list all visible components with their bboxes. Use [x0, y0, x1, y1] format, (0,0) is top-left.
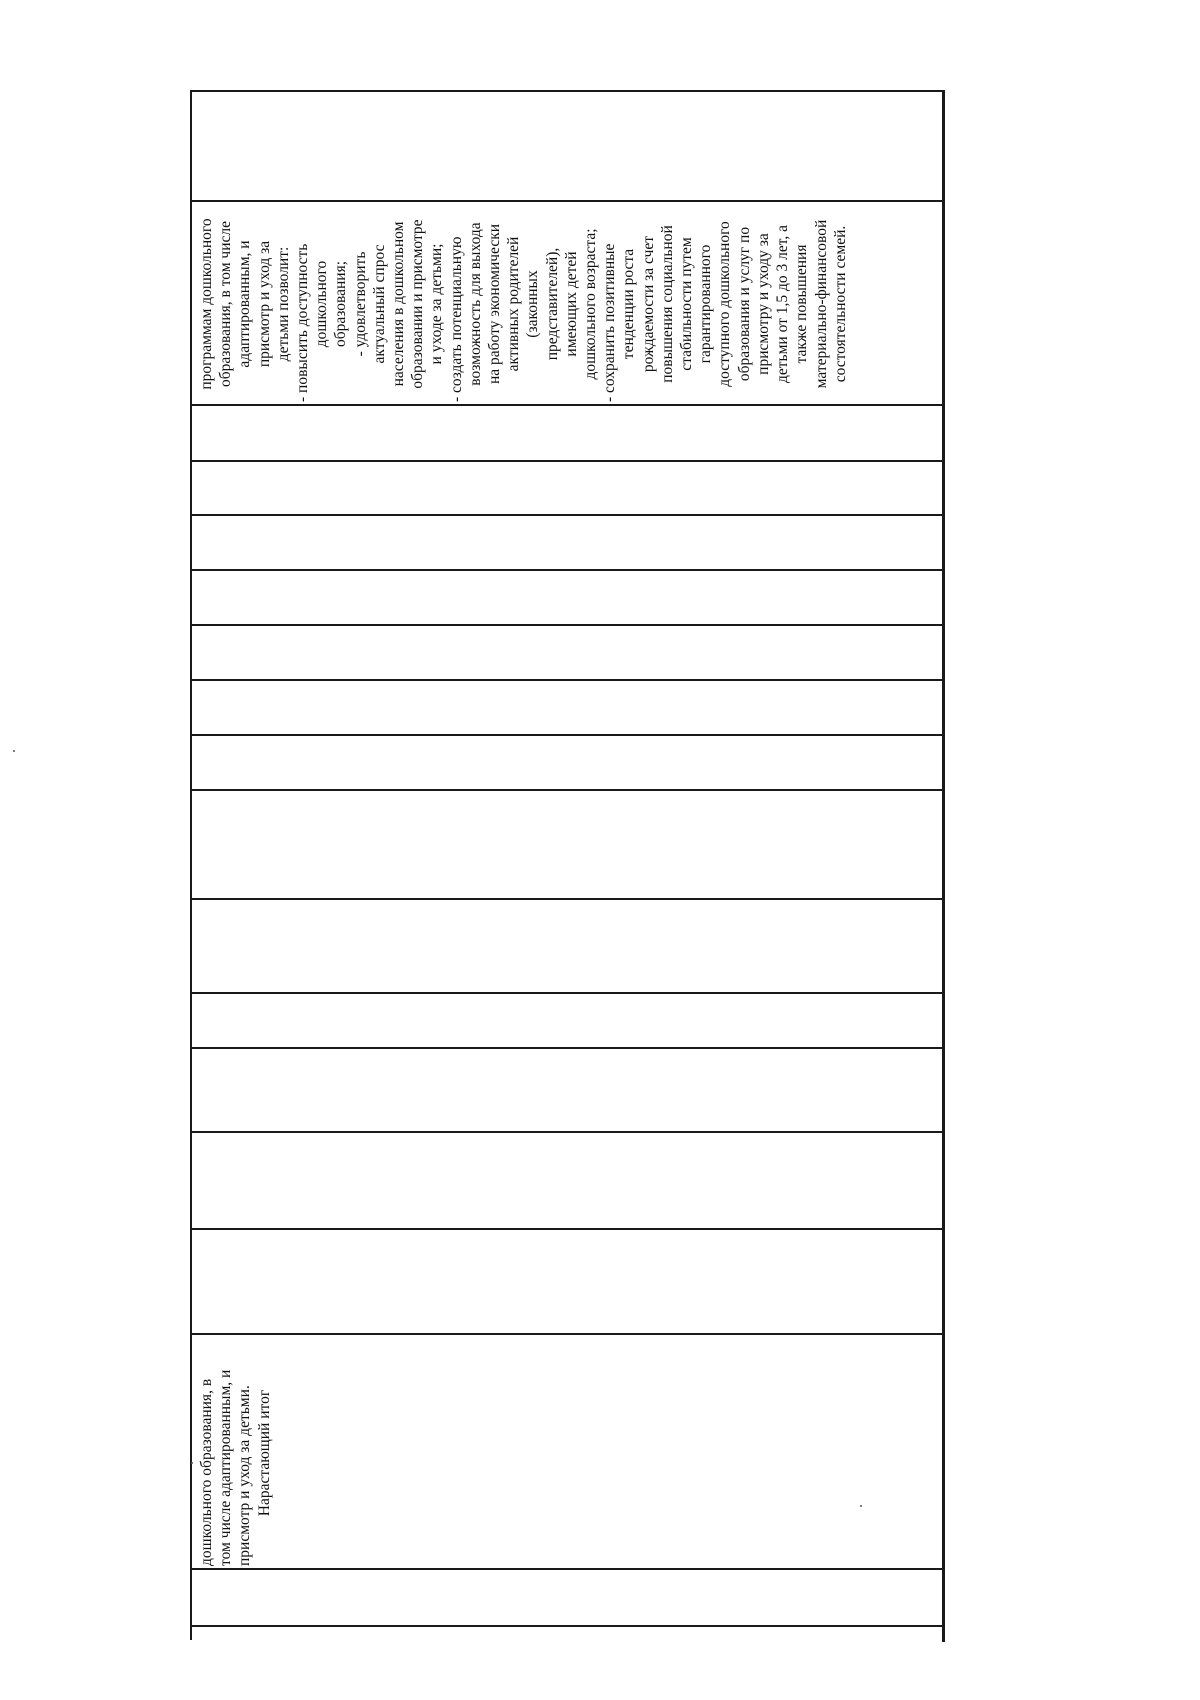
cell-text-line: возможность для выхода [466, 222, 484, 386]
scan-speck [13, 750, 15, 752]
row-line [190, 734, 942, 736]
cell-text-line: имеющих детей [562, 251, 580, 357]
table-border-right [942, 90, 945, 1642]
cell-text-line: детьми позволит: [274, 246, 292, 362]
cell-text-line: актуальный спрос [370, 244, 388, 364]
row-line [190, 569, 942, 571]
row-line [190, 992, 942, 994]
table-border-left [190, 92, 192, 1640]
cell-text-line: дошкольного возраста; [582, 228, 600, 380]
row-line [190, 404, 942, 406]
row-line [190, 1228, 942, 1230]
cell-text-line: состоятельности семей. [831, 225, 849, 383]
row-line [190, 1047, 942, 1049]
cell-text-line: стабильности путем [678, 237, 696, 371]
row-line [190, 460, 942, 462]
scan-speck [191, 1462, 193, 1464]
row-line [190, 789, 942, 791]
cell-text-line: (законных [524, 270, 542, 338]
cell-text-line: адаптированным, и [236, 240, 254, 368]
cell-text-line: образования, в том числе [217, 221, 235, 387]
cell-text-line: Нарастающий итог [255, 1389, 273, 1517]
row-line [190, 1131, 942, 1133]
cell-text-line: присмотр и уход за [255, 240, 273, 368]
row-line [190, 514, 942, 516]
cell-text-line: - сохранить позитивные [601, 243, 619, 402]
cell-text-line: - повысить доступность [294, 243, 312, 402]
cell-text-line: программам дошкольного [198, 218, 215, 390]
cell-text-line: гарантированного [697, 244, 715, 364]
cell-text-line: тенденции роста [620, 248, 638, 360]
row-line [190, 898, 942, 900]
cell-text-line: - удовлетворить [351, 251, 369, 357]
cell-text-line: доступного дошкольного [716, 221, 734, 387]
row-line [190, 90, 942, 92]
outcome-description-cell [197, 206, 850, 402]
cell-text-line: детьми от 1,5 до 3 лет, а [774, 224, 792, 384]
cell-text-line: образования и услуг по [735, 226, 753, 382]
cell-text-line: также повышения [793, 244, 811, 364]
cell-text-line: представителей), [543, 247, 561, 361]
cell-text-line: материально-финансовой [812, 219, 830, 389]
cell-text-line: присмотр и уход за детьми. [236, 1385, 254, 1566]
cell-text-line: - создать потенциальную [447, 236, 465, 402]
row-line [190, 1568, 942, 1570]
indicator-name-cell [197, 1340, 274, 1566]
row-line [190, 1625, 942, 1627]
cell-text-line: образовании и присмотре [409, 219, 427, 389]
cell-text-line: и уходе за детьми; [428, 243, 446, 365]
row-line [190, 624, 942, 626]
cell-text-line: активных родителей [505, 236, 523, 372]
cell-text-line: дошкольного образования, в [198, 1378, 215, 1566]
row-line [190, 1333, 942, 1335]
scan-speck [860, 1505, 862, 1507]
cell-text-line: дошкольного [313, 260, 331, 348]
cell-text-line: населения в дошкольном [390, 221, 408, 387]
cell-text-line: на работу экономически [486, 223, 504, 385]
cell-text-line: том числе адаптированным, и [217, 1369, 235, 1566]
cell-text-line: повышения социальной [658, 225, 676, 383]
cell-text-line: рождаемости за счет [639, 235, 657, 373]
cell-text-line: образования; [332, 260, 350, 348]
cell-text-line: присмотру и уходу за [754, 233, 772, 375]
row-line [190, 200, 942, 202]
row-line [190, 679, 942, 681]
